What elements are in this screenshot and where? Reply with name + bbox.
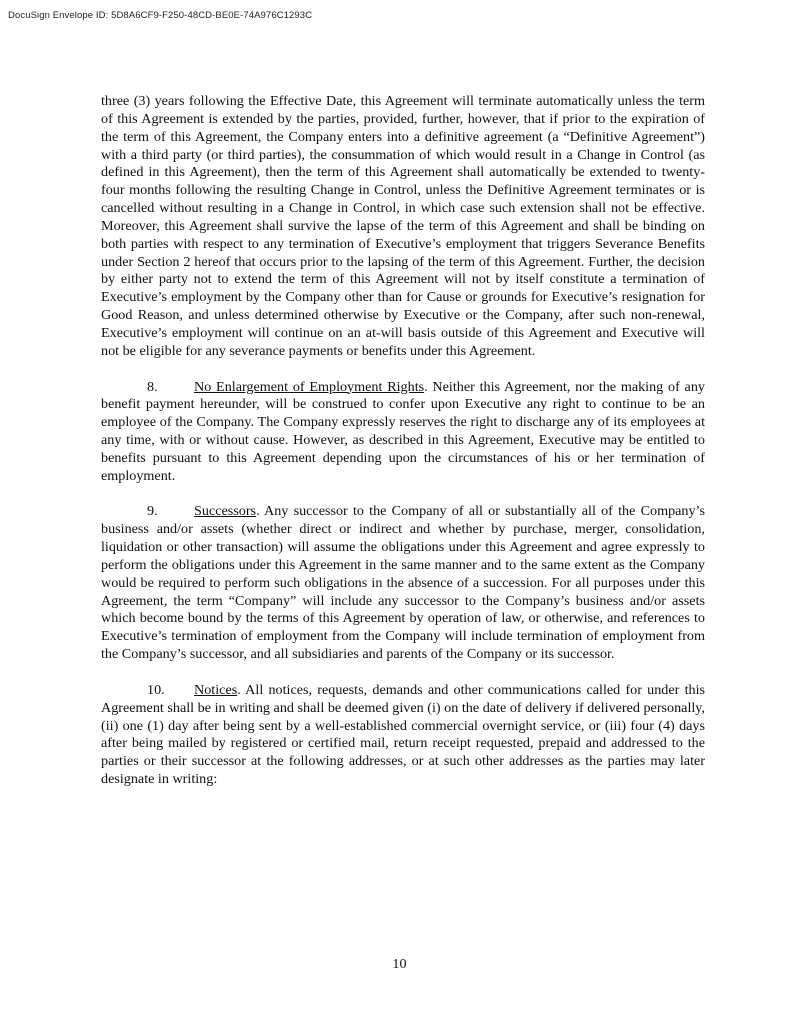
document-body <box>101 93 705 789</box>
section-9-heading: Successors <box>194 503 257 520</box>
section-8-number: 8. <box>147 378 158 395</box>
section-8-heading: No Enlargement of Employment Rights <box>194 378 425 395</box>
page-number: 10 <box>392 956 407 972</box>
section-9-number: 9. <box>147 503 158 520</box>
section-10-text: . All notices, requests, demands and other communications called for under this Agreement shall be in writing and shall be deemed given (i) on the date of delivery if delivered personally, (ii) one (1) day after being sent by a well-established commercial overnight service, or (iii) four (4) days after being mailed by registered or certified mail, return receipt requested, prepaid and addressed to the parties or their successor at the following addresses, or at such other addresses as the parties may later designate in writing: <box>101 681 705 788</box>
section-9-paragraph <box>101 503 705 664</box>
section-9-text: . Any successor to the Company of all or substantially all of the Company’s business and/or assets (whether direct or indirect and whether by purchase, merger, consolidation, liquidation or other transaction) will assume the obligations under this Agreement and agree expressly to perform the obligations under this Agreement in the same manner and to the same extent as the Company would be required to perform such obligations in the absence of a succession. For all purposes under this Agreement, the term “Company” will include any successor to the Company’s business and/or assets which become bound by the terms of this Agreement by operation of law, or otherwise, and references to Executive’s termination of employment from the Company will include termination of employment from the Company’s successor, and all subsidiaries and parents of the Company or its successor. <box>101 503 705 663</box>
envelope-id-header: DocuSign Envelope ID: 5D8A6CF9-F250-48CD-BE0E-74A976C1293C <box>8 10 313 21</box>
section-8-text: . Neither this Agreement, nor the making of any benefit payment hereunder, will be construed to confer upon Executive any right to continue to be an employee of the Company. The Company expressly reserves the right to discharge any of its employees at any time, with or without cause. However, as described in this Agreement, Executive may be entitled to benefits pursuant to this Agreement depending upon the circumstances of his or her termination of employment. <box>101 378 705 484</box>
section-10-number: 10. <box>147 681 165 698</box>
section-10-paragraph <box>101 682 705 789</box>
section-8-paragraph <box>101 379 705 486</box>
paragraph-term-continuation: three (3) years following the Effective Date, this Agreement will terminate automatically unless the term of this Agreement is extended by the parties, provided, further, however, that if prior to the expiration of the term of this Agreement, the Company enters into a definitive agreement (a “Definitive Agreement”) with a third party (or third parties), the consummation of which would result in a Change in Control (as defined in this Agreement), then the term of this Agreement shall automatically be extended to twenty-four months following the resulting Change in Control, unless the Definitive Agreement terminates or is cancelled without resulting in a Change in Control, in which case such extension shall not be effective. Moreover, this Agreement shall survive the lapse of the term of this Agreement and shall be binding on both parties with respect to any termination of Executive’s employment that triggers Severance Benefits under Section 2 hereof that occurs prior to the lapsing of the term of this Agreement. Further, the decision by either party not to extend the term of this Agreement will not by itself constitute a termination of Executive’s employment by the Company other than for Cause or grounds for Executive’s resignation for Good Reason, and unless determined otherwise by Executive or the Company, after such non-renewal, Executive’s employment will continue on an at-will basis outside of this Agreement and Executive will not be eligible for any severance payments or benefits under this Agreement. <box>101 93 705 359</box>
section-10-heading: Notices <box>194 681 238 698</box>
